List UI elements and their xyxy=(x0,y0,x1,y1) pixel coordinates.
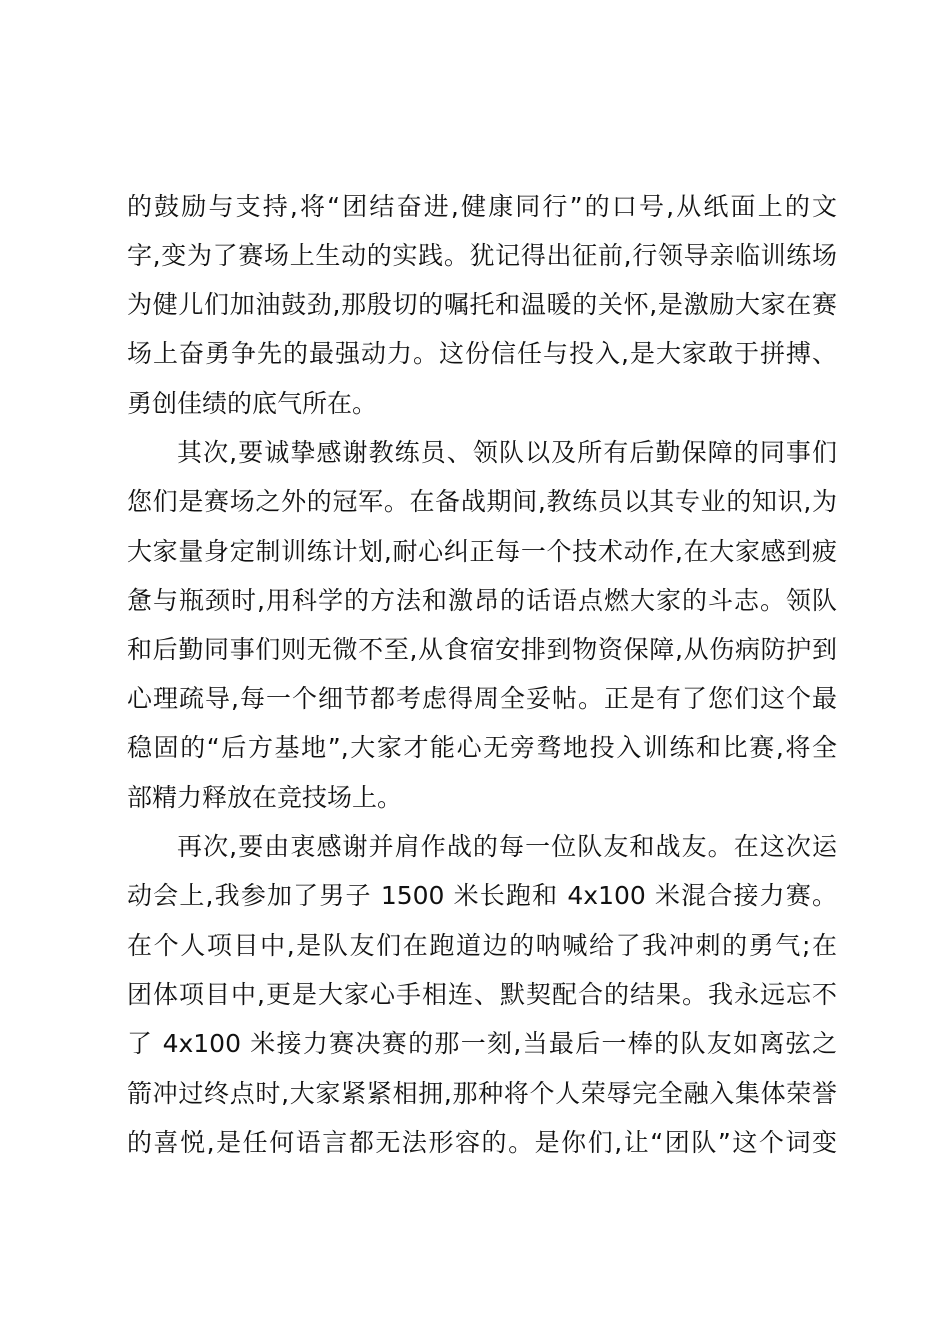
text-line: 您们是赛场之外的冠军。在备战期间,教练员以其专业的知识,为 xyxy=(127,487,837,516)
text-line: 箭冲过终点时,大家紧紧相拥,那种将个人荣辱完全融入集体荣誉 xyxy=(127,1079,837,1108)
text-line: 的喜悦,是任何语言都无法形容的。是你们,让“团队”这个词变 xyxy=(127,1128,837,1157)
text-line: 勇创佳绩的底气所在。 xyxy=(127,389,378,418)
paragraph-first-line: 再次,要由衷感谢并肩作战的每一位队友和战友。在这次运 xyxy=(177,832,837,861)
text-line: 动会上,我参加了男子 1500 米长跑和 4x100 米混合接力赛。 xyxy=(127,881,837,910)
text-line: 大家量身定制训练计划,耐心纠正每一个技术动作,在大家感到疲 xyxy=(127,537,837,566)
text-line: 稳固的“后方基地”,大家才能心无旁骛地投入训练和比赛,将全 xyxy=(127,733,837,762)
text-line: 了 4x100 米接力赛决赛的那一刻,当最后一棒的队友如离弦之 xyxy=(127,1029,837,1058)
text-line: 为健儿们加油鼓劲,那殷切的嘱托和温暖的关怀,是激励大家在赛 xyxy=(127,290,837,319)
text-line: 场上奋勇争先的最强动力。这份信任与投入,是大家敢于拼搏、 xyxy=(127,339,837,368)
text-line: 在个人项目中,是队友们在跑道边的呐喊给了我冲刺的勇气;在 xyxy=(127,931,837,960)
text-line: 惫与瓶颈时,用科学的方法和激昂的话语点燃大家的斗志。领队 xyxy=(127,586,837,615)
text-line: 的鼓励与支持,将“团结奋进,健康同行”的口号,从纸面上的文 xyxy=(127,192,837,221)
text-line: 部精力释放在竞技场上。 xyxy=(127,783,403,812)
paragraph-first-line: 其次,要诚挚感谢教练员、领队以及所有后勤保障的同事们 xyxy=(177,438,837,467)
text-line: 团体项目中,更是大家心手相连、默契配合的结果。我永远忘不 xyxy=(127,980,837,1009)
text-line: 字,变为了赛场上生动的实践。犹记得出征前,行领导亲临训练场 xyxy=(127,241,837,270)
text-line: 心理疏导,每一个细节都考虑得周全妥帖。正是有了您们这个最 xyxy=(127,684,837,713)
text-line: 和后勤同事们则无微不至,从食宿安排到物资保障,从伤病防护到 xyxy=(127,635,837,664)
